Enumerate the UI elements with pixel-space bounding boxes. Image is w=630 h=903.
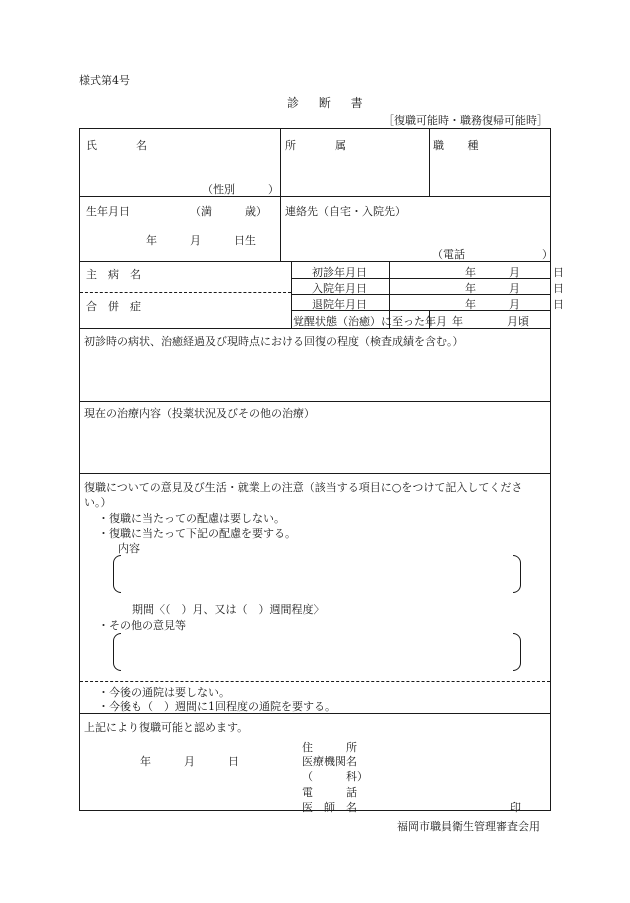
visit-option-weekly: ・今後も（ ）週間に1回程度の通院を要する。 [98,700,336,713]
position-label: 職 種 [433,139,489,152]
admission-date: 年 月 日 [465,282,564,295]
approval-date: 年 月 日 [140,755,239,768]
dashed-divider [80,292,291,293]
condition-section-label: 初診時の病状、治癒経過及び現時点における回復の程度（検査成績を含む。） [84,335,464,348]
phone-field: （電話 ） [432,248,553,261]
certificate-form [79,128,564,814]
first-visit-date: 年 月 日 [465,266,564,279]
divider [80,196,550,197]
institution-label: 医療機関名 [302,755,357,768]
left-bracket [113,633,121,671]
name-label: 氏 名 [86,139,161,152]
phone-label: 電 話 [302,786,357,799]
document-title: 診 断 書 [287,96,371,110]
contact-label: 連絡先（自宅・入院先） [285,205,406,218]
visit-option-none: ・今後の通院は要しない。 [98,686,230,699]
divider [291,261,292,328]
left-bracket [113,555,121,593]
dashed-divider [80,681,550,682]
treatment-section-label: 現在の治療内容（投薬状況及びその他の治療） [84,407,315,420]
divider [280,129,281,261]
footer-note: 福岡市職員衛生管理審査会用 [397,820,540,833]
opinion-section-label-cont: い。） [84,496,112,509]
address-label: 住 所 [302,741,357,754]
awakening-date: 年 月頃 [452,315,529,328]
other-opinion-label: ・その他の意見等 [98,619,186,632]
awakening-label: 覚醒状態（治癒）に至った年月 [293,315,447,328]
admission-label: 入院年月日 [312,282,367,295]
doctor-label: 医 師 名 [302,801,357,814]
opinion-option-care: ・復職に当たって下記の配慮を要する。 [98,527,296,540]
discharge-date: 年 月 日 [465,298,564,311]
discharge-label: 退院年月日 [312,298,367,311]
first-visit-label: 初診年月日 [312,266,367,279]
content-label: 内容 [118,542,140,555]
age-field: （満 歳） [190,205,267,218]
main-disease-label: 主 病 名 [86,268,141,281]
opinion-section-label: 復職についての意見及び生活・就業上の注意（該当する項目に○をつけて記入してくださ [84,481,523,494]
complication-label: 合 併 症 [86,300,141,313]
department-label: （ 科） [302,770,368,783]
affiliation-label: 所 属 [285,139,360,152]
approval-statement: 上記により復職可能と認めます。 [84,721,249,734]
divider [80,401,550,402]
document-subtitle: ［復職可能時・職務復帰可能時］ [383,114,548,127]
dob-label: 生年月日 [86,205,130,218]
divider [80,473,550,474]
opinion-option-no-care: ・復職に当たっての配慮は要しない。 [98,512,285,525]
dob-date: 年 月 日生 [146,234,256,247]
right-bracket [513,633,521,671]
right-bracket [513,555,521,593]
seal-mark: 印 [510,801,521,814]
gender-field: （性別 ） [202,183,279,196]
form-number: 様式第4号 [79,74,130,87]
divider [429,129,430,196]
period-field: 期間〈（ ）月、又は（ ）週間程度〉 [132,603,325,616]
